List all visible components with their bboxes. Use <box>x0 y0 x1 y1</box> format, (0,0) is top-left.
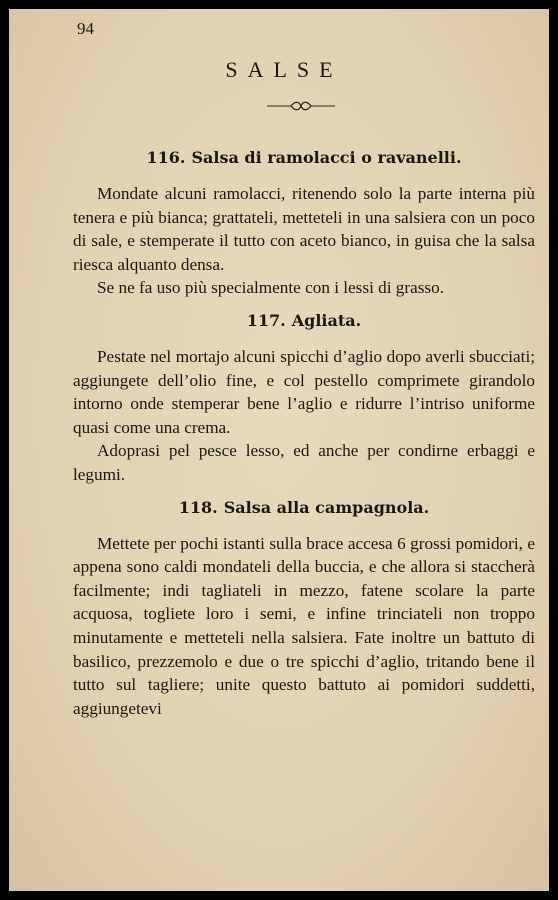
recipe-paragraph: Mettete per pochi istanti sulla brace accesa 6 grossi pomidori, e appena sono caldi mondateli della buccia, e che allora si staccherà facilmente; indi tagliateli in mezzo, fatene scolare la parte acquosa, togliete loro i semi, e infine trinciateli non troppo minutamente e metteteli nella salsiera. Fate inoltre un battuto di basilico, prezzemolo e due o tre spicchi d’aglio, tritando bene il tutto sul tagliere; unite questo battuto ai pomidori suddetti, aggiungetevi <box>73 533 535 718</box>
recipe-paragraph: Adoprasi pel pesce lesso, ed anche per condirne erbaggi e legumi. <box>73 441 535 484</box>
page-number: 94 <box>77 19 94 38</box>
recipe-content <box>73 147 535 720</box>
recipe-heading <box>73 310 535 332</box>
recipe-number: 117. <box>246 310 286 330</box>
recipe-paragraph: Se ne fa uso più specialmente con i lessi di grasso. <box>97 278 445 298</box>
recipe-number: 116. <box>146 148 186 167</box>
recipe-paragraph: Pestate nel mortajo alcuni spicchi d’aglio dopo averli sbucciati; aggiungete dell’olio fine, e col pestello comprimete girandolo intorno onde stemperar bene l’aglio e ridurre l’intriso uniforme quasi come una crema. <box>73 346 535 437</box>
recipe-title: Salsa alla campagnola. <box>223 497 430 517</box>
recipe-title: Salsa di ramolacci o ravanelli. <box>191 148 462 167</box>
book-page <box>9 9 549 891</box>
recipe-number: 118. <box>178 497 218 517</box>
recipe-heading <box>73 497 535 519</box>
recipe-paragraph: Mondate alcuni ramolacci, ritenendo solo la parte interna più tenera e più bianca; grattateli, metteteli in una salsiera con un poco di sale, e stemperate il tutto con aceto bianco, in guisa che la salsa riesca alquanto densa. <box>73 184 535 274</box>
ornament-divider-icon <box>265 100 337 112</box>
recipe-heading <box>73 147 535 169</box>
recipe-title: Agliata. <box>291 310 362 330</box>
running-head: SALSE <box>225 57 343 82</box>
